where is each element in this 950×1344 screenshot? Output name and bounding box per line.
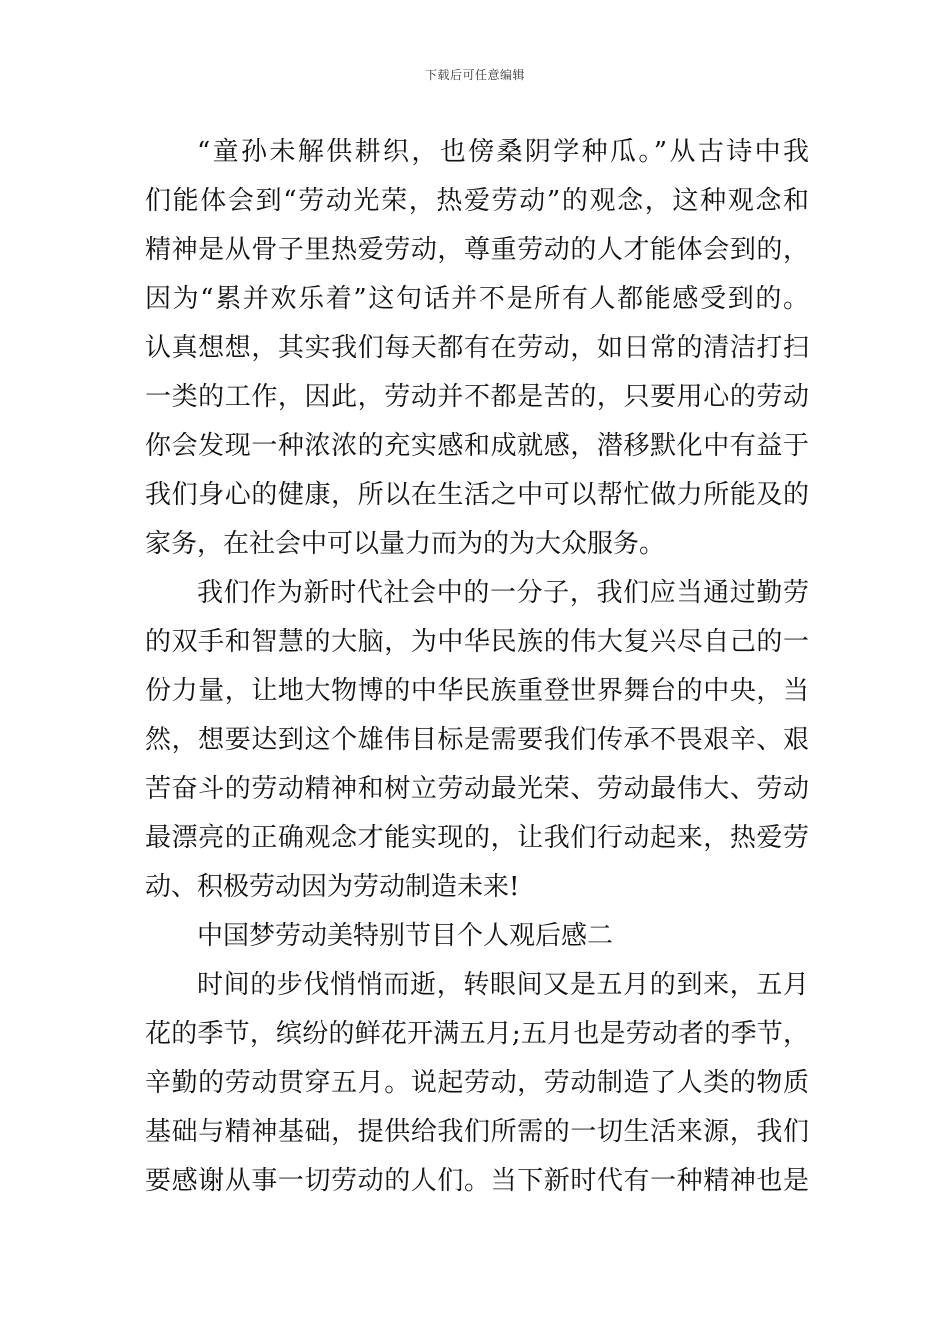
text-line: 因为“累并欢乐着”这句话并不是所有人都能感受到的。 — [145, 284, 809, 314]
text-line: 时间的步伐悄悄而逝，转眼间又是五月的到来，五月 — [197, 970, 809, 1000]
text-line: 精神是从骨子里热爱劳动，尊重劳动的人才能体会到的， — [145, 235, 809, 265]
text-line: 花的季节，缤纷的鲜花开满五月;五月也是劳动者的季节， — [145, 1019, 809, 1049]
text-line: 基础与精神基础，提供给我们所需的一切生活来源，我们 — [145, 1117, 809, 1147]
text-line: 你会发现一种浓浓的充实感和成就感，潜移默化中有益于 — [145, 431, 809, 461]
text-line: 家务，在社会中可以量力而为的为大众服务。 — [145, 529, 666, 559]
text-line: 然，想要达到这个雄伟目标是需要我们传承不畏艰辛、艰 — [145, 725, 809, 755]
text-line: 认真想想，其实我们每天都有在劳动，如日常的清洁打扫 — [145, 333, 809, 363]
text-line: 苦奋斗的劳动精神和树立劳动最光荣、劳动最伟大、劳动 — [145, 774, 809, 804]
text-line: 我们身心的健康，所以在生活之中可以帮忙做力所能及的 — [145, 480, 809, 510]
header-note: 下载后可任意编辑 — [424, 68, 525, 82]
text-line: 份力量，让地大物博的中华民族重登世界舞台的中央，当 — [145, 676, 809, 706]
text-line: 我们作为新时代社会中的一分子，我们应当通过勤劳 — [197, 578, 809, 608]
text-line: 动、积极劳动因为劳动制造未来! — [145, 872, 520, 902]
section-heading: 中国梦劳动美特别节目个人观后感二 — [197, 921, 614, 951]
document-body — [145, 128, 809, 1206]
text-line: 要感谢从事一切劳动的人们。当下新时代有一种精神也是 — [145, 1166, 809, 1196]
text-line: 最漂亮的正确观念才能实现的，让我们行动起来，热爱劳 — [145, 823, 809, 853]
text-line: 辛勤的劳动贯穿五月。说起劳动，劳动制造了人类的物质 — [145, 1068, 809, 1098]
text-line: 的双手和智慧的大脑，为中华民族的伟大复兴尽自己的一 — [145, 627, 809, 657]
text-line: 们能体会到“劳动光荣，热爱劳动”的观念，这种观念和 — [145, 186, 809, 216]
text-line: 一类的工作，因此，劳动并不都是苦的，只要用心的劳动 — [145, 382, 809, 412]
text-line: “童孙未解供耕织，也傍桑阴学种瓜。”从古诗中我 — [197, 137, 809, 167]
